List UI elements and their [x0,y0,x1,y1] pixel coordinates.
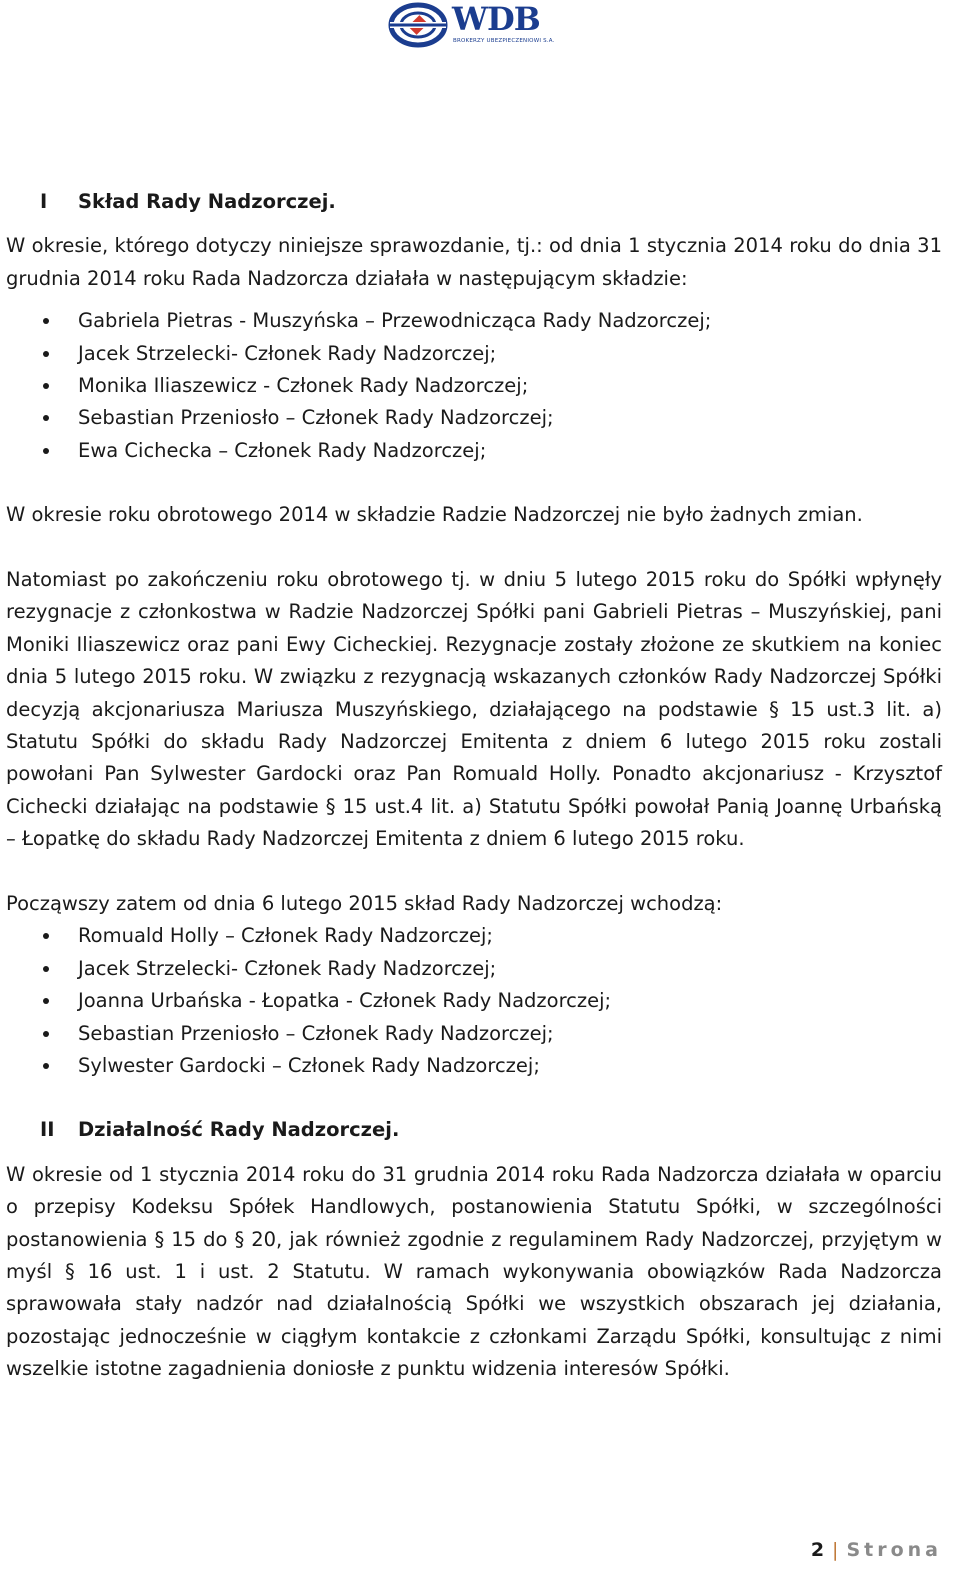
activity-paragraph: W okresie od 1 stycznia 2014 roku do 31 grudnia 2014 roku Rada Nadzorcza działała w oparciu o przepisy Kodeksu Spółek Handlowych, postanowienia Statutu Spółki, w szczególności postanowienia § 15 do § 20, jak również zgodnie z regulaminem Rady Nadzorczej, przyjętym w myśl § 16 ust. 1 i ust. 2 Statutu. W ramach wykonywania obowiązków Rada Nadzorcza sprawowała stały nadzór nad działalnością Spółki we wszystkich obszarach jej działania, pozostając jednocześnie w ciągłym kontakcie z członkami Zarządu Spółki, konsultując z nimi wszelkie istotne zagadnienia doniosłe z punktu widzenia interesów Spółki. [6,1162,942,1381]
list-item: Monika Iliaszewicz - Członek Rady Nadzorczej; [6,370,942,402]
section-title: Skład Rady Nadzorczej. [78,190,336,213]
page-label: Strona [846,1539,942,1561]
section-number: II [40,1118,55,1142]
members-2014-list [6,305,942,467]
section-heading-2 [6,1114,942,1146]
list-item: Joanna Urbańska - Łopatka - Członek Rady Nadzorczej; [6,985,942,1017]
company-logo [388,2,568,50]
changes-2015-paragraph: Natomiast po zakończeniu roku obrotowego tj. w dniu 5 lutego 2015 roku do Spółki wpłynęły rezygnacje z członkostwa w Radzie Nadzorczej Spółki pani Gabrieli Pietras – Muszyńskiej, pani Moniki Iliaszewicz oraz pani Ewy Cicheckiej. Rezygnacje zostały złożone ze skutkiem na koniec dnia 5 lutego 2015 roku. W związku z rezygnacją wskazanych członków Rady Nadzorczej Spółki decyzją akcjonariusza Mariusza Muszyńskiego, działającego na podstawie § 15 ust.3 lit. a) Statutu Spółki do składu Rady Nadzorczej Emitenta z dniem 6 lutego 2015 roku zostali powołani Pan Sylwester Gardocki oraz Pan Romuald Holly. Ponadto akcjonariusz - Krzysztof Cichecki działając na podstawie § 15 ust.4 lit. a) Statutu Spółki powołał Panią Joannę Urbańską – Łopatkę do składu Rady Nadzorczej Emitenta z dniem 6 lutego 2015 roku. [6,567,942,851]
no-changes-paragraph: W okresie roku obrotowego 2014 w składzie Radzie Nadzorczej nie było żadnych zmian. [6,503,863,527]
footer-separator: | [832,1539,839,1561]
list-item: Gabriela Pietras - Muszyńska – Przewodnicząca Rady Nadzorczej; [6,305,942,337]
wdb-emblem-icon [388,2,448,48]
members-2015-list [6,920,942,1082]
document-content [6,186,942,1386]
logo-subtitle: BROKERZY UBEZPIECZENIOWI S.A. [453,38,555,44]
section-heading-1 [6,186,942,218]
list-item: Sebastian Przeniosło – Członek Rady Nadzorczej; [6,402,942,434]
intro-paragraph: W okresie, którego dotyczy niniejsze sprawozdanie, tj.: od dnia 1 stycznia 2014 roku do dnia 31 grudnia 2014 roku Rada Nadzorcza działała w następującym składzie: [6,234,942,290]
section-title: Działalność Rady Nadzorczej. [78,1118,400,1142]
logo-wordmark: WDB [452,0,540,38]
list-item: Jacek Strzelecki- Członek Rady Nadzorczej; [6,338,942,370]
list-item: Sylwester Gardocki – Członek Rady Nadzorczej; [6,1050,942,1082]
page-footer [811,1539,942,1561]
list-item: Ewa Cichecka – Członek Rady Nadzorczej; [6,435,942,467]
list-item: Romuald Holly – Członek Rady Nadzorczej; [6,920,942,952]
from-2015-intro: Począwszy zatem od dnia 6 lutego 2015 skład Rady Nadzorczej wchodzą: [6,892,723,915]
page-number: 2 [810,1539,825,1561]
list-item: Jacek Strzelecki- Członek Rady Nadzorczej; [6,953,942,985]
section-number: I [40,190,48,213]
list-item: Sebastian Przeniosło – Członek Rady Nadzorczej; [6,1018,942,1050]
